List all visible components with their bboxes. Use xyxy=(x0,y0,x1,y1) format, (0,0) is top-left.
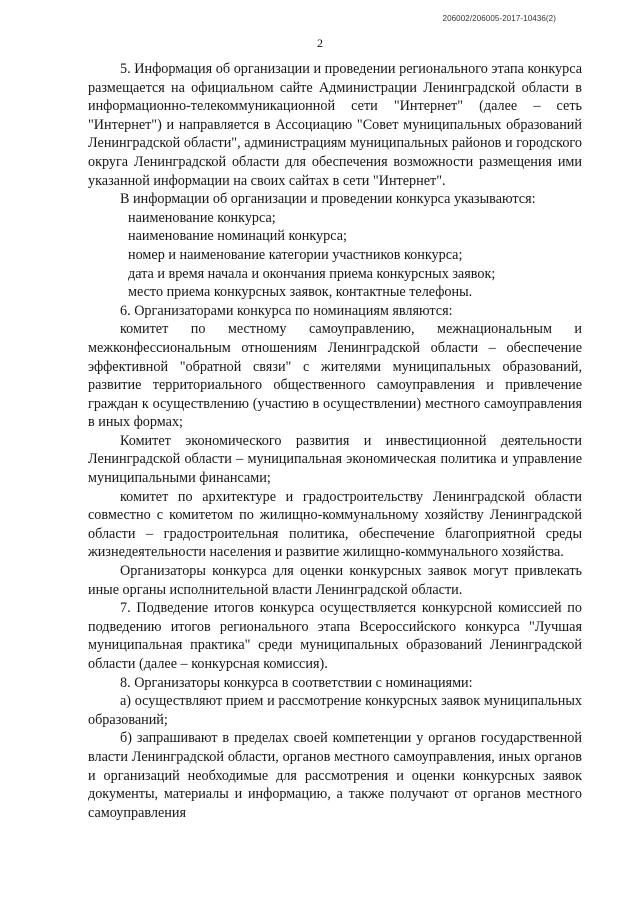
paragraph-6: 6. Организаторами конкурса по номинациям являются: xyxy=(120,302,453,319)
paragraph-6-other-organs: Организаторы конкурса для оценки конкурсных заявок могут привлекать иные органы исполнительной власти Ленинградской области. xyxy=(88,563,582,598)
paragraph-5: 5. Информация об организации и проведении регионального этапа конкурса размещается на официальном сайте Администрации Ленинградской области в информационно-телекоммуникационной сети "Интернет" (далее – сеть "Интернет") и направляется в Ассоциацию "Совет муниципальных образований Ленинградской области", администрациям муниципальных районов и городского округа Ленинградской области для обеспечения возможности размещения ими указанной информации на своих сайтах в сети "Интернет". xyxy=(88,61,582,189)
list-item: наименование номинаций конкурса; xyxy=(128,228,347,245)
paragraph-6-local-government: комитет по местному самоуправлению, межнациональным и межконфессиональным отношениям Ленинградской области – обеспечение эффективной "обратной связи" с жителями муниципальных образований, развитие территориального общественного самоуправления и привлечение граждан к осуществлению (участию в осуществлении) местного самоуправления в иных формах; xyxy=(88,321,582,431)
list-item: номер и наименование категории участников конкурса; xyxy=(128,246,463,263)
list-item: дата и время начала и окончания приема конкурсных заявок; xyxy=(128,265,496,282)
list-item: место приема конкурсных заявок, контактные телефоны. xyxy=(128,284,473,301)
document-id: 206002/206005-2017-10436(2) xyxy=(442,14,556,23)
paragraph-8-b: б) запрашивают в пределах своей компетенции у органов государственной власти Ленинградской области, органов местного самоуправления, иных органов и организаций необходимые для рассмотрения и оценки конкурсных заявок документы, материалы и информацию, а также получают от органов местного самоуправления xyxy=(88,730,582,821)
paragraph-5-intro: В информации об организации и проведении конкурса указываются: xyxy=(120,191,536,208)
page-number: 2 xyxy=(317,36,323,50)
paragraph-6-economic: Комитет экономического развития и инвестиционной деятельности Ленинградской области – муниципальная экономическая политика и управление муниципальными финансами; xyxy=(88,432,582,487)
paragraph-7: 7. Подведение итогов конкурса осуществляется конкурсной комиссией по подведению итогов регионального этапа Всероссийского конкурса "Лучшая муниципальная практика" среди муниципальных образований Ленинградской области (далее – конкурсная комиссия). xyxy=(88,600,582,672)
paragraph-8: 8. Организаторы конкурса в соответствии с номинациями: xyxy=(120,674,473,691)
paragraph-6-architecture: комитет по архитектуре и градостроительству Ленинградской области совместно с комитетом по жилищно-коммунальному хозяйству Ленинградской области – градостроительная политика, обеспечение благоприятной среды жизнедеятельности населения и развитие жилищно-коммунального хозяйства. xyxy=(88,488,582,561)
paragraph-8-a: а) осуществляют прием и рассмотрение конкурсных заявок муниципальных образований; xyxy=(88,693,582,728)
list-item: наименование конкурса; xyxy=(128,209,276,226)
document-body xyxy=(88,60,582,822)
